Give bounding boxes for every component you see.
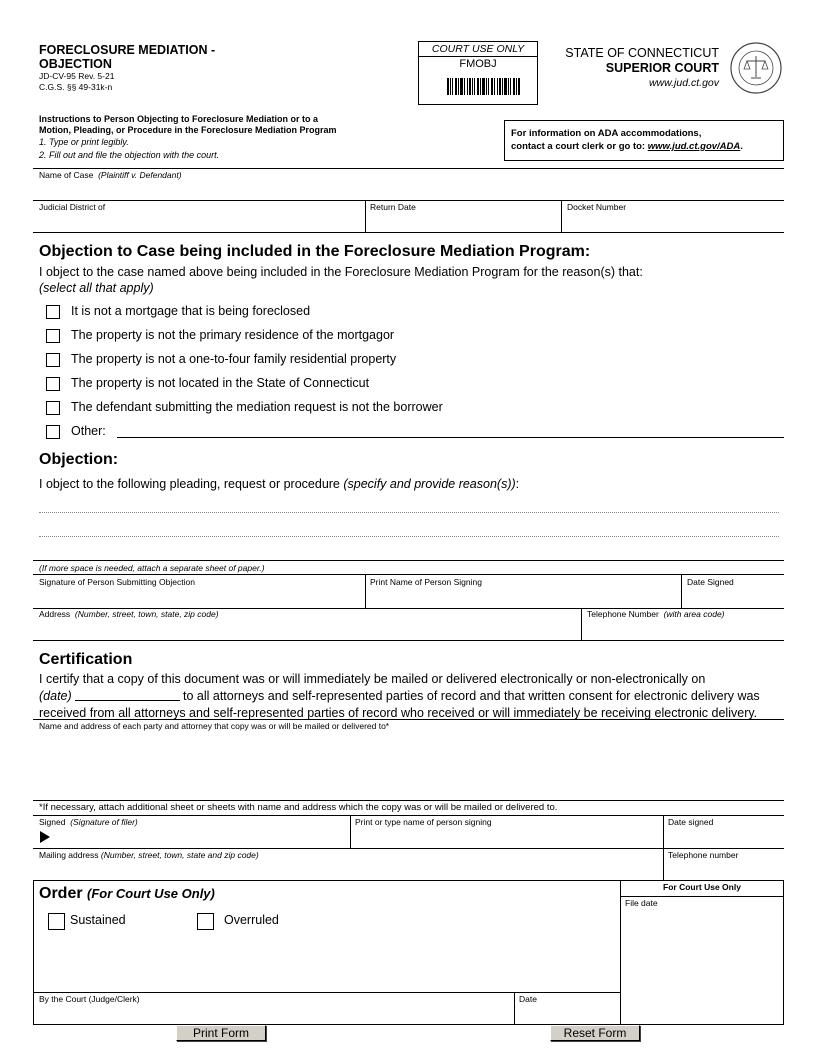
overruled-label: Overruled [224,913,279,927]
signature-label: Signature of Person Submitting Objection [39,577,195,587]
by-the-court-field[interactable] [33,1004,514,1024]
other-label: Other: [71,424,106,438]
signed-label: Signed (Signature of filer) [39,817,138,827]
option-label: The property is not a one-to-four family residential property [71,352,397,366]
option-checkbox[interactable] [46,401,60,415]
ada-notice [504,120,784,161]
telephone-label: Telephone Number (with area code) [587,609,725,619]
overruled-checkbox[interactable] [197,913,214,930]
cert-date-signed-field[interactable] [664,827,784,847]
objection-reason-field[interactable] [39,495,779,557]
objection-to-case-intro: I object to the case named above being included in the Foreclosure Mediation Program for the reason(s) that: [39,265,643,279]
objection-to-case-heading: Objection to Case being included in the Foreclosure Mediation Program: [39,243,591,260]
dotted-line [39,536,779,537]
option-label: The property is not located in the State of Connecticut [71,376,370,390]
cert-date-signed-label: Date signed [668,817,714,827]
sustained-checkbox[interactable] [48,913,65,930]
divider [620,880,621,1025]
address-label: Address (Number, street, town, state, zip code) [39,609,219,619]
barcode [447,78,521,95]
option-checkbox[interactable] [46,377,60,391]
divider [33,168,784,169]
name-of-case-field[interactable] [33,180,784,200]
option-checkbox[interactable] [46,329,60,343]
dotted-line [39,512,779,513]
court-use-only-label: COURT USE ONLY [419,42,537,57]
option-label: It is not a mortgage that is being foreclosed [71,304,311,318]
divider [33,800,784,801]
objection-intro: I object to the following pleading, request or procedure (specify and provide reason(s)): [39,477,520,491]
ada-prefix: contact a court clerk or go to: [511,141,648,152]
statute: C.G.S. §§ 49-31k-n [39,82,113,92]
return-date-field[interactable] [366,212,561,232]
instruction-step-2: 2. Fill out and file the objection with the court. [39,150,220,160]
reset-form-button[interactable]: Reset Form [550,1025,640,1041]
form-title-line2: OBJECTION [39,57,112,71]
instructions-heading-1: Instructions to Person Objecting to Foreclosure Mediation or to a [39,114,319,124]
signed-field[interactable] [55,827,349,847]
docket-number-field[interactable] [562,212,784,232]
divider [33,815,784,816]
print-form-button[interactable]: Print Form [176,1025,266,1041]
name-of-case-label: Name of Case (Plaintiff v. Defendant) [39,170,182,180]
sign-here-arrow-icon [40,831,50,843]
return-date-label: Return Date [370,202,416,212]
cert-telephone-field[interactable] [664,860,784,880]
date-signed-field[interactable] [682,587,784,607]
divider [33,719,784,720]
certification-line-3: received from all attorneys and self-represented parties of record who received or will immediately be receiving electronic delivery. [39,706,758,720]
certification-footnote: *If necessary, attach additional sheet or sheets with name and address which the copy was or will be mailed or delivered to. [39,802,558,813]
sustained-label: Sustained [70,913,126,927]
divider [33,560,784,561]
divider [33,574,784,575]
print-name-label: Print Name of Person Signing [370,577,482,587]
select-hint: (select all that apply) [39,281,154,295]
divider [33,640,784,641]
telephone-field[interactable] [582,619,784,639]
names-addresses-label: Name and address of each party and attorney that copy was or will be mailed or delivered to* [39,721,390,731]
cert-print-name-field[interactable] [351,827,663,847]
signature-field[interactable] [33,587,365,607]
instructions-heading-2: Motion, Pleading, or Procedure in the Foreclosure Mediation Program [39,125,337,135]
cert-print-name-label: Print or type name of person signing [355,817,492,827]
court-name: SUPERIOR COURT [605,61,719,75]
court-use-only-header: For Court Use Only [663,882,741,892]
docket-number-label: Docket Number [567,202,627,212]
objection-heading: Objection: [39,451,119,468]
ada-suffix: . [740,141,743,152]
judicial-branch-seal [729,41,783,95]
divider [33,200,784,201]
form-number: JD-CV-95 Rev. 5-21 [39,71,115,81]
order-heading: Order (For Court Use Only) [39,885,215,902]
certification-heading: Certification [39,651,133,668]
divider [33,232,784,233]
option-label: The property is not the primary residence of the mortgagor [71,328,395,342]
divider [620,896,784,897]
judicial-district-label: Judicial District of [39,202,106,212]
print-name-field[interactable] [366,587,681,607]
option-label: The defendant submitting the mediation request is not the borrower [71,400,443,414]
certification-date-field[interactable] [75,688,180,701]
more-space-note: (If more space is needed, attach a separate sheet of paper.) [39,563,265,573]
form-title-line1: FORECLOSURE MEDIATION - [39,43,216,57]
divider [33,992,620,993]
instruction-step-1: 1. Type or print legibly. [39,137,129,147]
names-addresses-field[interactable] [33,732,784,798]
file-date-label: File date [625,898,658,908]
ada-line-1: For information on ADA accommodations, [511,128,702,139]
other-field[interactable] [117,424,784,438]
date-signed-label: Date Signed [687,577,734,587]
state-name: STATE OF CONNECTICUT [565,46,719,60]
mailing-address-label: Mailing address (Number, street, town, state and zip code) [39,850,259,860]
form-code: FMOBJ [459,58,497,70]
order-date-label: Date [519,994,537,1004]
other-checkbox[interactable] [46,425,60,439]
website: www.jud.ct.gov [648,77,719,89]
mailing-address-field[interactable] [33,860,663,880]
ada-line-2 [511,140,783,153]
court-use-box [418,41,538,105]
certification-line-1: I certify that a copy of this document was or will immediately be mailed or delivered electronically or non-electronically on [39,672,706,686]
order-date-field[interactable] [515,1004,620,1024]
divider [33,848,784,849]
option-checkbox[interactable] [46,353,60,367]
by-the-court-label: By the Court (Judge/Clerk) [39,994,140,1004]
cert-telephone-label: Telephone number [668,850,739,860]
certification-date-label: (date) [39,689,72,703]
option-checkbox[interactable] [46,305,60,319]
ada-link[interactable]: www.jud.ct.gov/ADA [647,141,741,152]
certification-line-2: to all attorneys and self-represented parties of record and that written consent for electronic delivery was [183,689,760,703]
judicial-district-field[interactable] [33,212,365,232]
address-field[interactable] [33,619,581,639]
